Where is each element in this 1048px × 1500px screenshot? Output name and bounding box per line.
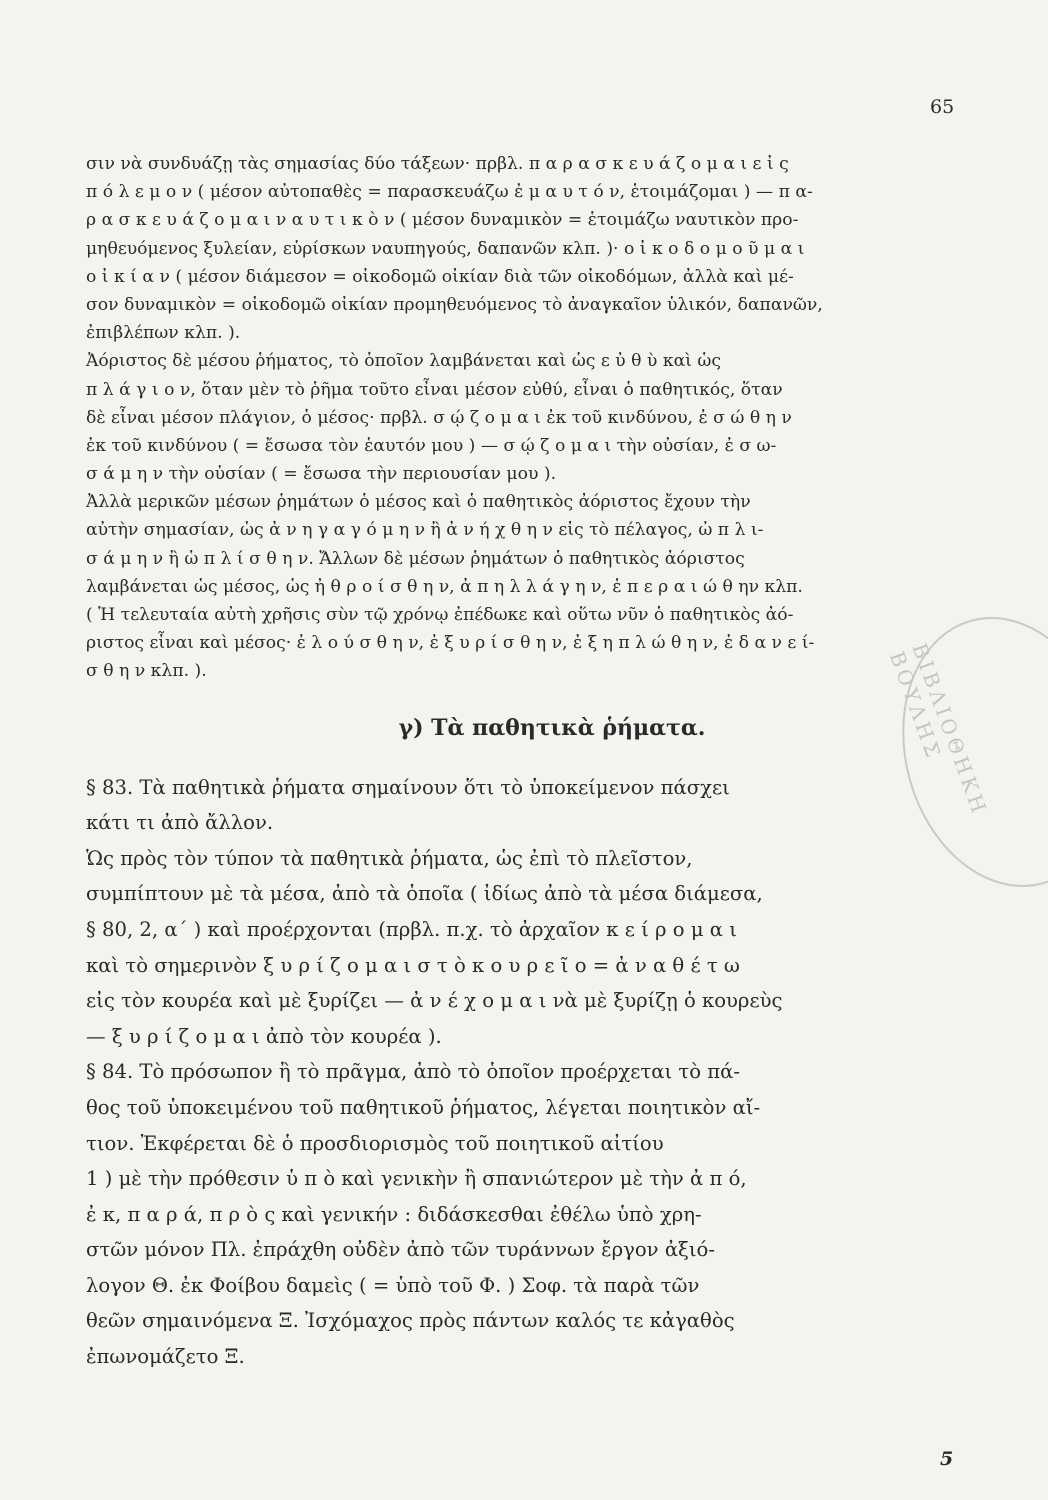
text-line: εἰς τὸν κουρέα καὶ μὲ ξυρίζει — ἀ ν έ χ ο μ α ι νὰ μὲ ξυρίζῃ ὁ κουρεὺς: [86, 989, 783, 1013]
page-text: [86, 150, 958, 1375]
text-line: σιν νὰ συνδυάζῃ τὰς σημασίας δύο τάξεων· πρβλ. π α ρ α σ κ ε υ ά ζ ο μ α ι ε ἰ ς: [86, 154, 789, 174]
text-line: στῶν μόνον Πλ. ἐπράχθη οὐδὲν ἀπὸ τῶν τυράννων ἔργον ἀξιό-: [86, 1238, 715, 1262]
upper-paragraphs: [86, 150, 958, 686]
text-line: θεῶν σημαινόμενα Ξ. Ἰσχόμαχος πρὸς πάντων καλός τε κἀγαθὸς: [86, 1309, 735, 1333]
text-line: σ θ η ν κλπ. ).: [86, 661, 207, 682]
text-line: Ἀόριστος δὲ μέσου ῥήματος, τὸ ὁποῖον λαμβάνεται καὶ ὡς ε ὐ θ ὺ καὶ ὡς: [86, 351, 722, 372]
text-line: § 84. Τὸ πρόσωπον ἢ τὸ πρᾶγμα, ἀπὸ τὸ ὁποῖον προέρχεται τὸ πά-: [86, 1060, 741, 1084]
section-heading: γ) Τὰ παθητικὰ ῥήματα.: [398, 714, 706, 741]
text-line: § 80, 2, α΄ ) καὶ προέρχονται (πρβλ. π.χ. τὸ ἀρχαῖον κ ε ί ρ ο μ α ι: [86, 917, 737, 941]
text-line: — ξ υ ρ ί ζ ο μ α ι ἀπὸ τὸν κουρέα ).: [86, 1024, 442, 1048]
stamp-text: ΒΙΒΛΙΟΘΗΚΗ ΒΟΥΛΗΣ: [884, 640, 993, 820]
text-line: ρ α σ κ ε υ ά ζ ο μ α ι ν α υ τ ι κ ὸ ν ( μέσον δυναμικὸν = ἑτοιμάζω ναυτικὸν προ-: [86, 210, 799, 231]
text-line: δὲ εἶναι μέσον πλάγιον, ὁ μέσος· πρβλ. σ ῴ ζ ο μ α ι ἐκ τοῦ κινδύνου, ἐ σ ώ θ η ν: [86, 407, 792, 428]
text-line: κάτι τι ἀπὸ ἄλλον.: [86, 811, 274, 835]
text-line: λογον Θ. ἐκ Φοίβου δαμεὶς ( = ὑπὸ τοῦ Φ. ) Σοφ. τὰ παρὰ τῶν: [86, 1273, 700, 1297]
text-line: θος τοῦ ὑποκειμένου τοῦ παθητικοῦ ῥήματος, λέγεται ποιητικὸν αἴ-: [86, 1095, 761, 1119]
text-line: Ἀλλὰ μερικῶν μέσων ῥημάτων ὁ μέσος καὶ ὁ παθητικὸς ἀόριστος ἔχουν τὴν: [86, 492, 751, 513]
text-line: συμπίπτουν μὲ τὰ μέσα, ἀπὸ τὰ ὁποῖα ( ἰδίως ἀπὸ τὰ μέσα διάμεσα,: [86, 882, 763, 906]
text-line: τιον. Ἐκφέρεται δὲ ὁ προσδιορισμὸς τοῦ ποιητικοῦ αἰτίου: [86, 1131, 664, 1155]
text-line: ριστος εἶναι καὶ μέσος· ἐ λ ο ύ σ θ η ν, ἐ ξ υ ρ ί σ θ η ν, ἐ ξ η π λ ώ θ η ν, ἐ δ α ν ε ί-: [86, 633, 815, 654]
text-line: ἐπωνομάζετο Ξ.: [86, 1345, 245, 1369]
text-line: ( Ἡ τελευταία αὐτὴ χρῆσις σὺν τῷ χρόνῳ ἐπέδωκε καὶ οὕτω νῦν ὁ παθητικὸς ἀό-: [86, 605, 794, 625]
text-line: σον δυναμικὸν = οἰκοδομῶ οἰκίαν προμηθευόμενος τὸ ἀναγκαῖον ὑλικόν, δαπανῶν,: [86, 294, 823, 315]
lower-paragraphs: [86, 770, 958, 1375]
text-line: π ό λ ε μ ο ν ( μέσον αὐτοπαθὲς = παρασκευάζω ἐ μ α υ τ ό ν, ἑτοιμάζομαι ) — π α-: [86, 182, 813, 203]
text-line: σ ά μ η ν τὴν οὐσίαν ( = ἔσωσα τὴν περιουσίαν μου ).: [86, 464, 557, 485]
text-line: 1 ) μὲ τὴν πρόθεσιν ὑ π ὸ καὶ γενικὴν ἢ σπανιώτερον μὲ τὴν ἀ π ό,: [86, 1167, 747, 1191]
text-line: ἐπιβλέπων κλπ. ).: [86, 323, 241, 344]
text-line: Ὡς πρὸς τὸν τύπον τὰ παθητικὰ ῥήματα, ὡς ἐπὶ τὸ πλεῖστον,: [86, 846, 693, 870]
text-line: λαμβάνεται ὡς μέσος, ὡς ἠ θ ρ ο ί σ θ η ν, ἀ π η λ λ ά γ η ν, ἐ π ε ρ α ι ώ θ ην κλπ.: [86, 576, 803, 597]
text-line: π λ ά γ ι ο ν, ὅταν μὲν τὸ ῥῆμα τοῦτο εἶναι μέσον εὐθύ, εἶναι ὁ παθητικός, ὅταν: [86, 379, 783, 400]
text-line: ἐκ τοῦ κινδύνου ( = ἔσωσα τὸν ἑαυτόν μου ) — σ ῴ ζ ο μ α ι τὴν οὐσίαν, ἐ σ ω-: [86, 435, 777, 456]
text-line: ἐ κ, π α ρ ά, π ρ ὸ ς καὶ γενικήν : διδάσκεσθαι ἐθέλω ὑπὸ χρη-: [86, 1202, 702, 1226]
footer-page-number: 5: [940, 1448, 954, 1470]
text-line: ο ἰ κ ί α ν ( μέσον διάμεσον = οἰκοδομῶ οἰκίαν διὰ τῶν οἰκοδόμων, ἀλλὰ καὶ μέ-: [86, 266, 794, 287]
text-line: σ ά μ η ν ἢ ὡ π λ ί σ θ η ν. Ἄλλων δὲ μέσων ῥημάτων ὁ παθητικὸς ἀόριστος: [86, 548, 745, 569]
text-line: αὐτὴν σημασίαν, ὡς ἀ ν η γ α γ ό μ η ν ἢ ἀ ν ή χ θ η ν εἰς τὸ πέλαγος, ὠ π λ ι-: [86, 520, 764, 541]
text-line: καὶ τὸ σημερινὸν ξ υ ρ ί ζ ο μ α ι σ τ ὸ κ ο υ ρ ε ῖ ο = ἀ ν α θ έ τ ω: [86, 953, 740, 977]
text-line: μηθευόμενος ξυλείαν, εὑρίσκων ναυπηγούς, δαπανῶν κλπ. )· ο ἰ κ ο δ ο μ ο ῦ μ α ι: [86, 238, 805, 259]
text-line: § 83. Τὰ παθητικὰ ῥήματα σημαίνουν ὅτι τὸ ὑποκείμενον πάσχει: [86, 775, 730, 799]
page-number: 65: [930, 96, 955, 118]
